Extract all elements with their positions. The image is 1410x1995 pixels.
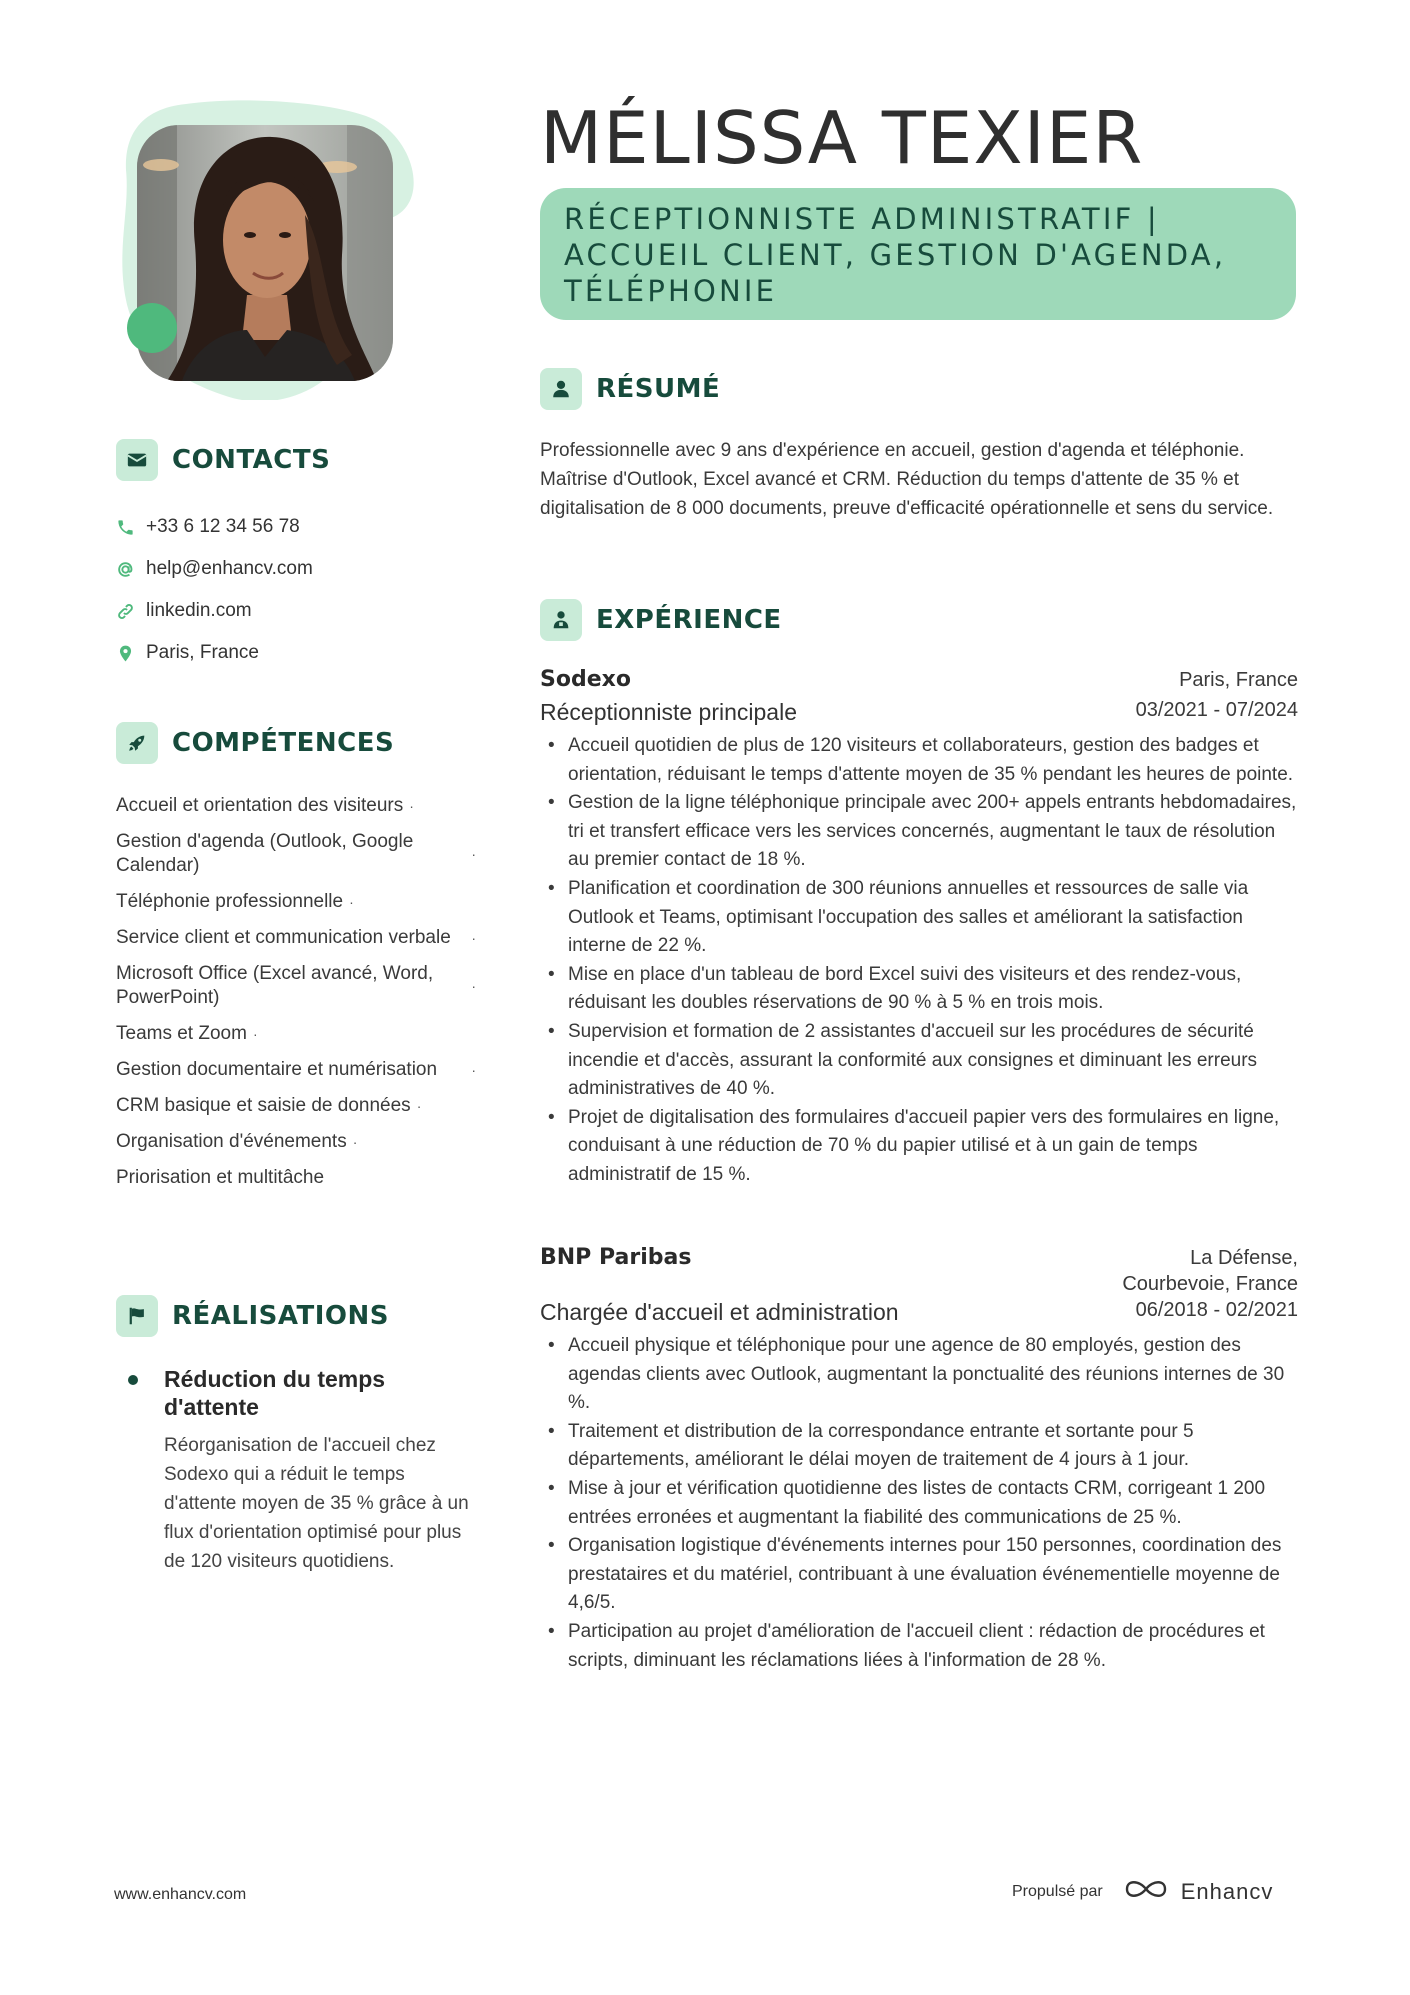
contacts-list — [116, 506, 476, 674]
contacts-heading — [116, 439, 330, 481]
achievement-bullet — [128, 1375, 138, 1385]
job-bullet: • Accueil physique et téléphonique pour une agence de 80 employés, gestion des agendas clients avec Outlook, augmentant la ponctualité des réunions internes de 30 %. — [568, 1332, 1298, 1418]
achievements-title: RÉALISATIONS — [172, 1301, 389, 1331]
decorative-dot — [127, 303, 177, 353]
contact-email[interactable] — [116, 548, 476, 590]
job-location-line1: La Défense, — [1190, 1247, 1298, 1269]
job-bullet: • Planification et coordination de 300 réunions annuelles et ressources de salle via Outlook et Teams, optimisant l'occupation des salles et améliorant la satisfaction interne de 22 %. — [568, 875, 1298, 961]
skill-item: Accueil et orientation des visiteurs · — [116, 795, 414, 816]
skill-item: Teams et Zoom · — [116, 1023, 258, 1044]
skill-item: Organisation d'événements · — [116, 1131, 358, 1152]
job-bullets — [540, 1332, 1298, 1675]
skill-item: CRM basique et saisie de données · — [116, 1095, 422, 1116]
user-icon — [540, 368, 582, 410]
footer-powered-by: Propulsé par — [1012, 1882, 1103, 1900]
skill-item: Téléphonie professionnelle · — [116, 891, 354, 912]
achievement-item — [124, 1365, 474, 1576]
summary-heading — [540, 368, 720, 410]
summary-title: RÉSUMÉ — [596, 374, 721, 404]
job-bullet: • Projet de digitalisation des formulaires d'accueil papier vers des formulaires en ligne, conduisant à une réduction de 70 % du papier utilisé et à un gain de temps administratif de 15 %. — [568, 1104, 1298, 1190]
footer-brand: Enhancv — [1180, 1878, 1274, 1904]
headline-text: RÉCEPTIONNISTE ADMINISTRATIF | ACCUEIL CLIENT, GESTION D'AGENDA, TÉLÉPHONIE — [564, 202, 1227, 308]
link-icon — [116, 602, 146, 621]
skills-title: COMPÉTENCES — [172, 728, 395, 758]
contact-email-text: help@enhancv.com — [146, 558, 313, 579]
job-entry — [540, 1245, 1298, 1675]
skill-item: Gestion d'agenda (Outlook, Google Calendar) · — [116, 831, 476, 876]
briefcase-user-icon — [540, 599, 582, 641]
job-bullet: • Participation au projet d'amélioration de l'accueil client : rédaction de procédures et scripts, diminuant les réclamations liées à l'information de 28 %. — [568, 1618, 1298, 1675]
job-bullet: • Traitement et distribution de la correspondance entrante et sortante pour 5 départements, améliorant le délai moyen de traitement de 4 jours à 1 jour. — [568, 1418, 1298, 1475]
flag-icon — [116, 1295, 158, 1337]
experience-title: EXPÉRIENCE — [596, 605, 782, 635]
footer-website[interactable]: www.enhancv.com — [114, 1886, 247, 1903]
map-pin-icon — [116, 644, 146, 663]
job-bullet: • Organisation logistique d'événements internes pour 150 personnes, coordination des prestataires et du matériel, contribuant à une évaluation événementielle moyenne de 4,6/5. — [568, 1532, 1298, 1618]
enhancv-logo-icon — [1123, 1876, 1169, 1907]
footer-branding — [1012, 1876, 1273, 1907]
avatar — [137, 125, 393, 381]
job-bullets — [540, 732, 1298, 1190]
achievements-heading — [116, 1295, 389, 1337]
experience-heading — [540, 599, 782, 641]
job-entry — [540, 667, 1298, 1190]
envelope-icon — [116, 439, 158, 481]
job-header — [540, 1245, 1298, 1297]
job-bullet: • Accueil quotidien de plus de 120 visiteurs et collaborateurs, gestion des badges et orientation, réduisant le temps d'attente moyen de 35 % pendant les heures de pointe. — [568, 732, 1298, 789]
skill-item: Priorisation et multitâche — [116, 1167, 325, 1188]
skills-list — [116, 794, 476, 1202]
person-name: MÉLISSA TEXIER — [540, 96, 1144, 180]
headline-box — [540, 188, 1296, 320]
summary-text: Professionnelle avec 9 ans d'expérience en accueil, gestion d'agenda et téléphonie. Maîtrise d'Outlook, Excel avancé et CRM. Réduction du temps d'attente de 35 % et digitalisation de 8 000 documents, preuve d'efficacité opérationnelle et sens du service. — [540, 440, 1274, 519]
achievement-description: Réorganisation de l'accueil chez Sodexo qui a réduit le temps d'attente moyen de 35 % grâce à un flux d'orientation optimisé pour plus de 120 visiteurs quotidiens. — [164, 1435, 469, 1572]
contact-phone[interactable] — [116, 506, 476, 548]
contact-linkedin-text: linkedin.com — [146, 600, 252, 621]
job-dates: 06/2018 - 02/2021 — [1135, 1299, 1298, 1321]
skills-heading — [116, 722, 394, 764]
job-company: Sodexo — [540, 667, 631, 692]
contact-linkedin[interactable] — [116, 590, 476, 632]
job-subheader — [540, 1299, 1298, 1326]
achievement-title: Réduction du temps d'attente — [164, 1366, 386, 1420]
job-bullet: • Supervision et formation de 2 assistantes d'accueil sur les procédures de sécurité incendie et d'accès, assurant la conformité aux consignes et diminuant les erreurs administratives de 40 %. — [568, 1018, 1298, 1104]
skill-item: Service client et communication verbale · — [116, 927, 476, 948]
contacts-title: CONTACTS — [172, 445, 331, 475]
job-header — [540, 667, 1298, 693]
job-bullet: • Mise en place d'un tableau de bord Excel suivi des visiteurs et des rendez-vous, réduisant les doubles réservations de 90 % à 5 % en trois mois. — [568, 961, 1298, 1018]
skill-item: Microsoft Office (Excel avancé, Word, PowerPoint) · — [116, 963, 476, 1008]
job-bullet: • Gestion de la ligne téléphonique principale avec 200+ appels entrants hebdomadaires, tri et transfert efficace vers les services concernés, augmentant le taux de résolution au premier contact de 18 %. — [568, 789, 1298, 875]
contact-phone-text: +33 6 12 34 56 78 — [146, 516, 300, 537]
job-dates: 03/2021 - 07/2024 — [1135, 699, 1298, 721]
contact-location-text: Paris, France — [146, 642, 259, 663]
contact-location — [116, 632, 476, 674]
job-company: BNP Paribas — [540, 1245, 692, 1270]
job-bullet: • Mise à jour et vérification quotidienne des listes de contacts CRM, corrigeant 1 200 entrées erronées et augmentant la fiabilité des communications de 25 %. — [568, 1475, 1298, 1532]
job-location-line2: Courbevoie, France — [1122, 1273, 1298, 1295]
profile-photo-area — [110, 100, 430, 410]
skill-item: Gestion documentaire et numérisation · — [116, 1059, 476, 1080]
job-role: Réceptionniste principale — [540, 699, 797, 725]
phone-icon — [116, 518, 146, 537]
at-icon — [116, 560, 146, 579]
job-subheader — [540, 699, 1298, 726]
job-location: Paris, France — [1179, 669, 1298, 691]
job-location — [1122, 1245, 1298, 1297]
rocket-icon — [116, 722, 158, 764]
job-role: Chargée d'accueil et administration — [540, 1299, 899, 1325]
